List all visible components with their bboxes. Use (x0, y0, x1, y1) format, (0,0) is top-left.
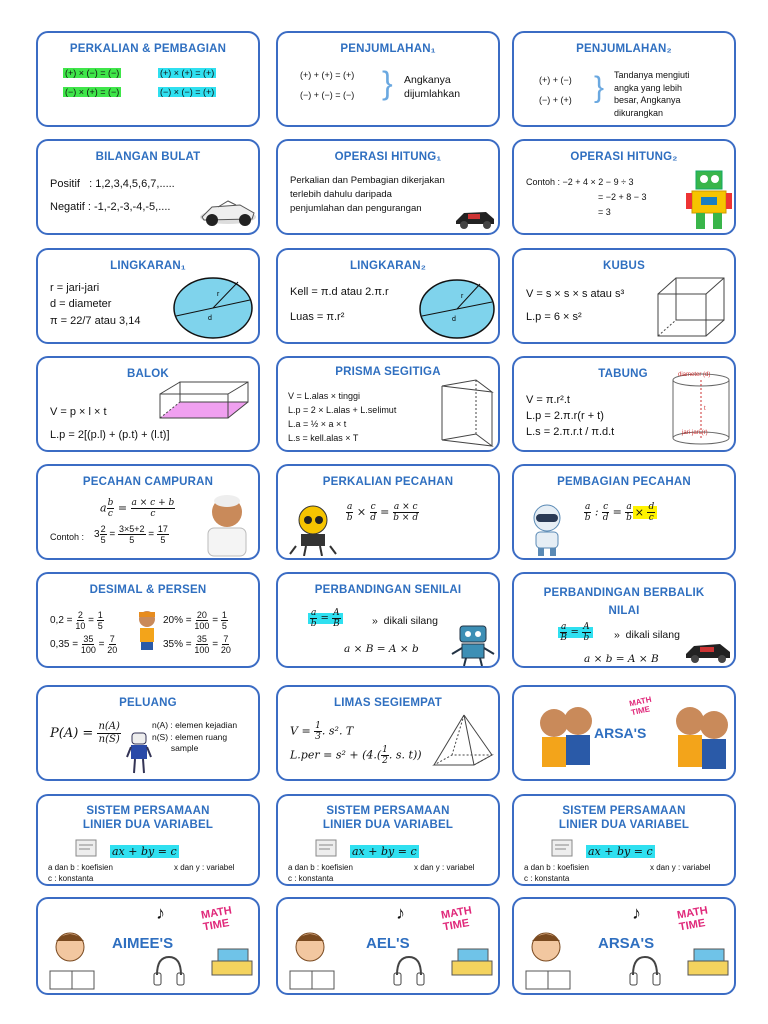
card-peluang (36, 685, 260, 781)
headphones-icon (152, 953, 186, 989)
c-note: c : konstanta (524, 874, 570, 883)
robot-image (450, 624, 496, 668)
card-title: LIMAS SEGIEMPAT (334, 697, 442, 709)
cuboid-diagram (152, 378, 258, 426)
card-arsa-logo (512, 685, 736, 781)
cross-multiply-note: » dikali silang (372, 615, 438, 627)
card-title: PELUANG (119, 697, 177, 709)
surface-formula: L.per = s² + (4.( $\frac{1}{2}$ . s. t)) (290, 745, 422, 766)
card-perbandingan-berbalik (512, 572, 736, 668)
percent-example-1: 20% = $\frac{20}{100}$ = $\frac{1}{5}$ (163, 610, 227, 631)
line-3: = 3 (598, 207, 611, 217)
percent-example-2: 35% = $\frac{35}{100}$ = $\frac{7}{20}$ (163, 634, 231, 655)
equation-text: ax + by = c (352, 845, 417, 858)
rule-2: (−) + (+) (539, 95, 572, 105)
card-title: OPERASI HITUNG₁ (334, 151, 442, 163)
probability-formula: P(A) = $\frac{n(A)}{n(S)}$ (50, 721, 120, 745)
books-image (448, 943, 496, 979)
mixed-fraction-formula: a $\frac{b}{c}$ = $\frac{a \times c + b}{c}$ (100, 498, 175, 519)
music-note-icon: ♪ (156, 903, 165, 923)
card-spldv-3 (512, 794, 736, 886)
rule-1: (+) × (−) = (−) (65, 68, 120, 78)
card-lingkaran-2 (276, 248, 500, 344)
rule-3: (−) × (+) = (−) (65, 87, 120, 97)
na-note: n(A) : elemen kejadian (152, 720, 238, 730)
card-pecahan-campuran (36, 464, 260, 560)
circle-diagram (172, 276, 254, 340)
music-note-icon: ♪ (396, 903, 405, 923)
headphones-icon (392, 953, 426, 989)
card-operasi-hitung-2 (512, 139, 736, 235)
divide-formula: $\frac{a}{b}$ : $\frac{c}{d}$ = $\frac{a}{b}$ × $\frac{d}{c}$ (584, 502, 657, 523)
pyramid-diagram (430, 711, 498, 775)
line-1: V = π.r².t (526, 394, 570, 406)
example-label: Contoh : (50, 532, 85, 542)
line-1: r = jari-jari (50, 282, 100, 294)
line-1: V = s × s × s atau s³ (526, 288, 625, 300)
robot-image (126, 731, 152, 775)
card-bilangan-bulat (36, 139, 260, 235)
positif-text: Positif : 1,2,3,4,5,6,7,..... (50, 178, 175, 190)
math-time-badge: MATH TIME (676, 904, 709, 934)
card-kubus (512, 248, 736, 344)
card-pembagian-pecahan (512, 464, 736, 560)
result-formula: a × b = A × B (584, 653, 659, 665)
line-2: L.p = 2 × L.alas + L.selimut (288, 405, 397, 415)
owner-name: AEL'S (366, 935, 410, 952)
card-perkalian-pembagian (36, 31, 260, 127)
math-time-badge: MATH TIME (440, 904, 473, 934)
card-prisma-segitiga (276, 356, 500, 452)
line-3: L.a = ½ × a × t (288, 419, 347, 429)
ns-note: n(S) : elemen ruang sample (152, 732, 228, 753)
xy-note: x dan y : variabel (414, 863, 475, 872)
card-title: PERKALIAN PECAHAN (322, 476, 454, 488)
card-name-arsa (512, 897, 736, 995)
card-title: PENJUMLAHAN₂ (576, 43, 672, 55)
robot-image (286, 502, 340, 556)
toy-car-image (454, 207, 496, 229)
card-operasi-hitung-1 (276, 139, 500, 235)
music-note-icon: ♪ (632, 903, 641, 923)
card-title: PEMBAGIAN PECAHAN (557, 476, 691, 488)
boy-reading-image (520, 923, 576, 993)
card-perkalian-pecahan (276, 464, 500, 560)
line-1: V = L.alas × tinggi (288, 391, 361, 401)
line-2: L.p = 6 × s² (526, 311, 582, 323)
line-2: Luas = π.r² (290, 311, 345, 323)
svg-text:r: r (461, 293, 464, 300)
height-label: t (704, 406, 706, 412)
cylinder-diagram (668, 368, 734, 452)
card-title: PECAHAN CAMPURAN (82, 476, 214, 488)
ab-note: a dan b : koefisien (524, 863, 589, 872)
upin-ipin-characters-image (532, 701, 602, 779)
certificate-icon (74, 838, 98, 858)
rule-text: Perkalian dan Pembagian dikerjakan terlebih dahulu daripada penjumlahan dan pengurangan (290, 175, 445, 214)
card-title: PERBANDINGAN SENILAI (314, 584, 462, 596)
arsa-name: ARSA'S (594, 725, 647, 741)
brace-icon: } (594, 71, 605, 104)
equation (110, 845, 179, 859)
card-title: BALOK (127, 368, 169, 380)
card-title: PERKALIAN & PEMBAGIAN (69, 43, 227, 55)
note: Tandanya mengiuti angka yang lebih besar, Angkanya dikurangkan (614, 70, 690, 118)
card-spldv-2 (276, 794, 500, 886)
math-time-badge: MATH TIME (200, 904, 233, 934)
line-1: V = p × l × t (50, 406, 107, 418)
equation (350, 845, 419, 859)
rule-2: (−) + (−) = (−) (300, 90, 355, 100)
c-note: c : konstanta (48, 874, 94, 883)
robot-image (684, 167, 734, 233)
line-2: d = diameter (50, 298, 112, 310)
owner-name: ARSA'S (598, 935, 655, 952)
line-1: Contoh : −2 + 4 × 2 − 9 ÷ 3 (526, 177, 634, 187)
equation-text: ax + by = c (588, 845, 653, 858)
upin-ipin-characters-image (670, 701, 734, 779)
diameter-label: diameter (d) (678, 372, 711, 378)
decimal-example-2: 0,35 = $\frac{35}{100}$ = $\frac{7}{20}$ (50, 634, 118, 655)
math-time-badge: MATH TIME (628, 694, 653, 718)
equation (586, 845, 655, 859)
card-title: KUBUS (603, 260, 645, 272)
boy-reading-image (44, 923, 100, 993)
kid-character-image (136, 610, 158, 652)
card-title: OPERASI HITUNG₂ (570, 151, 678, 163)
card-penjumlahan-2 (512, 31, 736, 127)
note: Angkanya dijumlahkan (404, 74, 461, 100)
boy-character-image (198, 494, 256, 558)
ratio-formula: $\frac{a}{B}$ = $\frac{A}{b}$ (558, 622, 593, 643)
ab-note: a dan b : koefisien (48, 863, 113, 872)
c-note: c : konstanta (288, 874, 334, 883)
prism-diagram (436, 376, 498, 450)
ratio-formula: $\frac{a}{b}$ = $\frac{A}{B}$ (308, 608, 343, 629)
svg-text:d: d (208, 315, 212, 322)
owner-name: AIMEE'S (112, 935, 174, 952)
card-balok (36, 356, 260, 452)
decimal-example-1: 0,2 = $\frac{2}{10}$ = $\frac{1}{5}$ (50, 610, 103, 631)
line-3: L.s = 2.π.r.t / π.d.t (526, 426, 615, 438)
card-title: PERBANDINGAN BERBALIK NILAI (543, 587, 705, 617)
cube-diagram (652, 272, 732, 342)
boy-reading-image (284, 923, 340, 993)
card-title: PRISMA SEGITIGA (335, 366, 441, 378)
card-desimal-persen (36, 572, 260, 668)
multiply-formula: $\frac{a}{b}$ × $\frac{c}{d}$ = $\frac{a \times c}{b \times d}$ (346, 502, 419, 523)
race-car-image (198, 195, 258, 229)
brace-icon: } (382, 65, 393, 101)
ab-note: a dan b : koefisien (288, 863, 353, 872)
card-title: SISTEM PERSAMAAN LINIER DUA VARIABEL (558, 805, 690, 831)
card-title: TABUNG (598, 368, 648, 380)
line-1: Kell = π.d atau 2.π.r (290, 286, 389, 298)
xy-note: x dan y : variabel (650, 863, 711, 872)
rule-1: (+) + (−) (539, 75, 572, 85)
example-formula: 3 $\frac{2}{5}$ = $\frac{3\times 5+2}{5}$ = $\frac{17}{5}$ (94, 524, 168, 545)
card-title: PENJUMLAHAN₁ (340, 43, 436, 55)
equation-text: ax + by = c (112, 845, 177, 858)
line-3: π = 22/7 atau 3,14 (50, 315, 141, 327)
xy-note: x dan y : variabel (174, 863, 235, 872)
card-title: DESIMAL & PERSEN (89, 584, 207, 596)
svg-text:d: d (452, 316, 456, 323)
card-title: SISTEM PERSAMAAN LINIER DUA VARIABEL (82, 805, 214, 831)
card-tabung (512, 356, 736, 452)
books-image (684, 943, 732, 979)
volume-formula: V = $\frac{1}{3}$ . s². T (290, 721, 354, 742)
card-title: BILANGAN BULAT (95, 151, 201, 163)
card-title: SISTEM PERSAMAAN LINIER DUA VARIABEL (322, 805, 454, 831)
line-2: L.p = 2.π.r(r + t) (526, 410, 604, 422)
card-perbandingan-senilai (276, 572, 500, 668)
radius-label: jari-jari (r) (682, 430, 708, 436)
certificate-icon (550, 838, 574, 858)
card-lingkaran-1 (36, 248, 260, 344)
line-4: L.s = kell.alas × T (288, 433, 359, 443)
line-2: = −2 + 8 − 3 (598, 192, 647, 202)
svg-text:r: r (217, 291, 220, 298)
toy-car-image (684, 638, 732, 664)
line-2: L.p = 2[(p.l) + (p.t) + (l.t)] (50, 429, 170, 441)
card-penjumlahan-1 (276, 31, 500, 127)
card-limas-segiempat (276, 685, 500, 781)
card-name-ael (276, 897, 500, 995)
card-title: LINGKARAN₂ (349, 260, 427, 272)
card-name-aimee (36, 897, 260, 995)
rule-2: (+) × (+) = (+) (160, 68, 215, 78)
books-image (208, 943, 256, 979)
rule-1: (+) + (+) = (+) (300, 70, 355, 80)
card-spldv-1 (36, 794, 260, 886)
negatif-text: Negatif : -1,-2,-3,-4,-5,.... (50, 201, 171, 213)
result-formula: a × B = A × b (344, 643, 419, 655)
headphones-icon (628, 953, 662, 989)
rule-4: (−) × (−) = (+) (160, 87, 215, 97)
card-title: LINGKARAN₁ (110, 260, 186, 272)
circle-diagram (418, 278, 496, 340)
cross-multiply-note: » dikali silang (614, 629, 680, 641)
robot-image (522, 502, 572, 558)
certificate-icon (314, 838, 338, 858)
